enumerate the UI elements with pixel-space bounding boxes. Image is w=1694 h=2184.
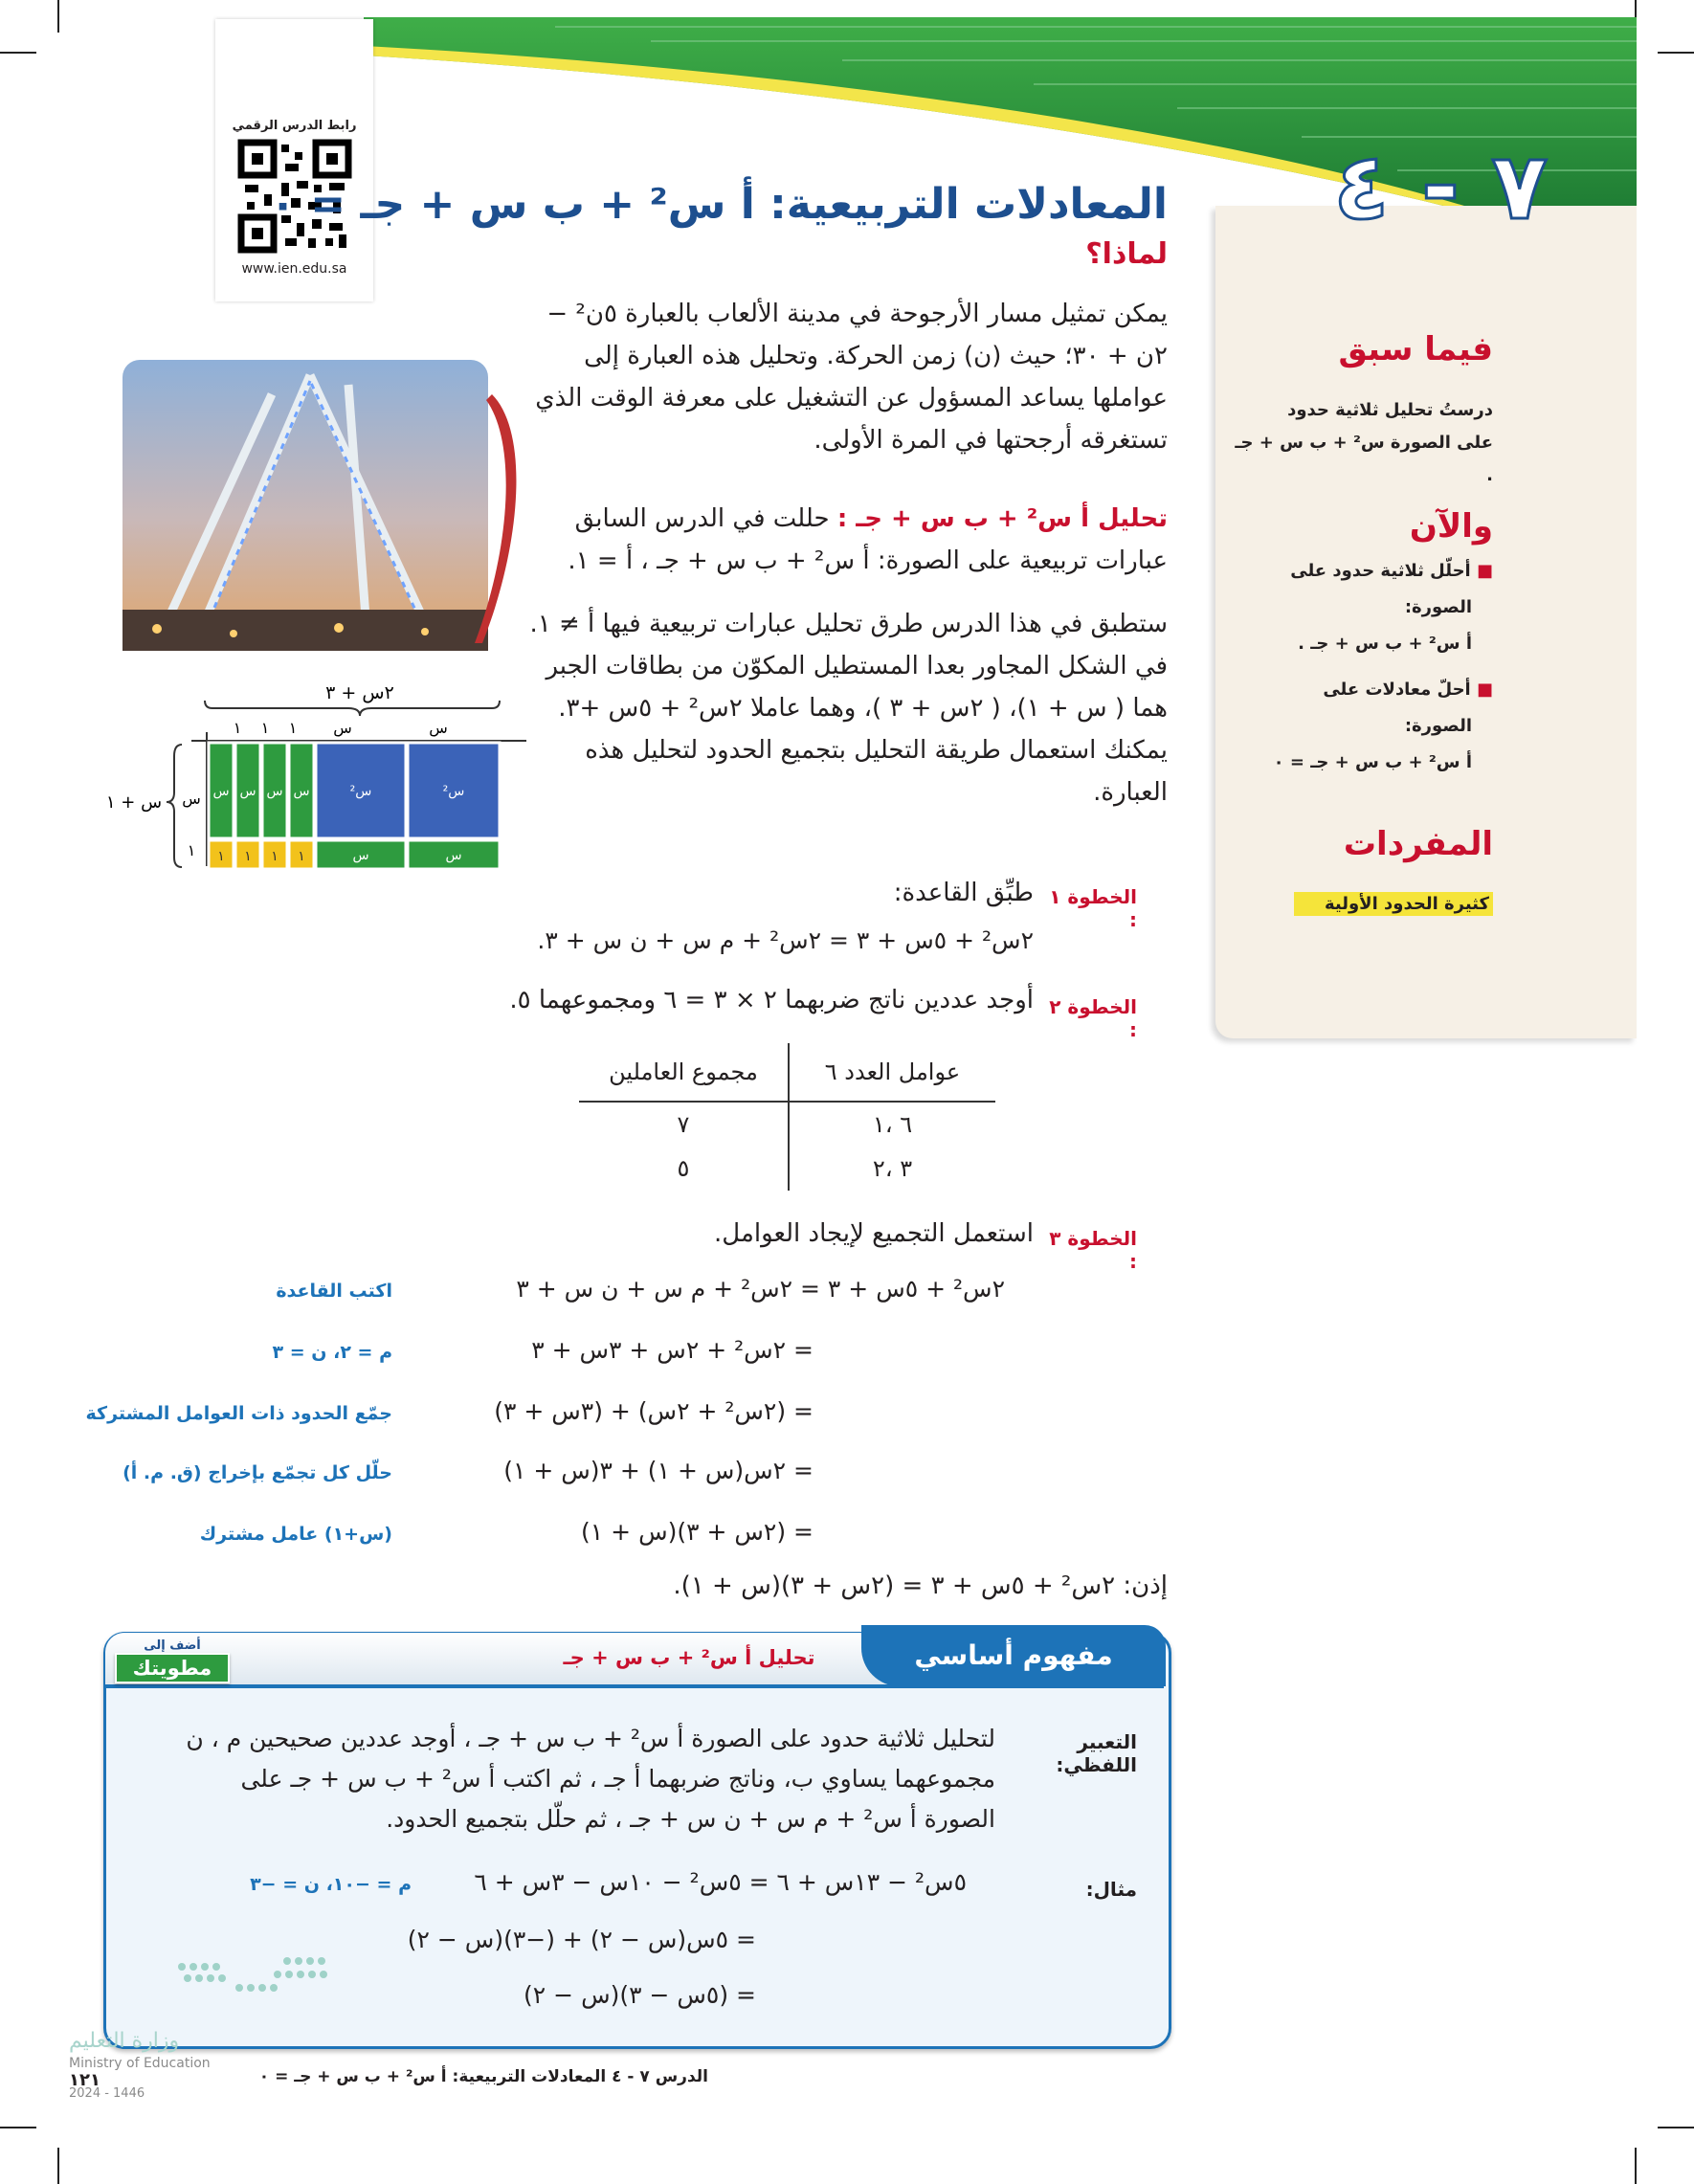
conclusion: إذن: ٢س² + ٥س + ٣ = (٢س + ٣)(س + ١).	[673, 1571, 1168, 1600]
table-row	[579, 1103, 995, 1147]
now-item-line: الصورة:	[1404, 597, 1472, 617]
previous-line: على الصورة س² + ب س + جـ .	[1235, 433, 1493, 485]
tiles-top-label: ١	[233, 719, 242, 737]
tile-label: س²	[442, 784, 465, 799]
example-line: = (٥س − ٣)(س − ٢)	[524, 1981, 756, 2009]
example-label: مثال:	[1085, 1878, 1137, 1901]
footer-lesson-ref: الدرس ٧ - ٤ المعادلات التربيعية: أ س² + ب س + جـ = ٠	[258, 2067, 708, 2086]
crop-mark	[1658, 52, 1694, 54]
example-line: = ٥س(س − ٢) + (−٣)(س − ٢)	[407, 1926, 756, 1953]
amusement-ride-photo	[119, 356, 540, 655]
tile-label: ١	[244, 849, 252, 864]
tile-label: ١	[217, 849, 225, 864]
now-heading: والآن	[1409, 507, 1493, 546]
vocab-heading: المفردات	[1343, 825, 1493, 863]
now-item: ■ أحلّ معادلات على	[1323, 680, 1493, 700]
work-note: م = ٢، ن = ٣	[272, 1342, 392, 1363]
crop-mark	[57, 2148, 59, 2184]
work-note: (س+١) عامل مشترك	[199, 1524, 392, 1545]
work-equation: ٢س² + ٥س + ٣ = ٢س² + م س + ن س + ٣	[516, 1275, 1005, 1303]
tiles-top-label: س	[429, 719, 448, 737]
verbal-label: التعبير اللفظي:	[1056, 1730, 1137, 1776]
tile-label: س²	[349, 784, 372, 799]
tiles-top-label: ١	[260, 719, 270, 737]
verbal-text: لتحليل ثلاثية حدود على الصورة أ س² + ب س + جـ ، أوجد عددين صحيحين م ، ن مجموعهما يساوي ب، وناتج ضربهما أ جـ ، ثم اكتب أ س² + ب س + جـ على الصورة أ س² + م س + ن س + جـ ، ثم حلّل بتجميع الحدود.	[186, 1725, 995, 1833]
section-heading: تحليل أ س² + ب س + جـ :	[836, 504, 1168, 533]
step1-text: طبِّق القاعدة:	[893, 879, 1034, 907]
qr-block	[215, 19, 373, 301]
vocab-term[interactable]: كثيرة الحدود الأولية	[1294, 892, 1493, 916]
section-paragraph: ستطبق في هذا الدرس طرق تحليل عبارات تربيعية فيها أ ≠ ١. في الشكل المجاور بعدا المستطيل المكوّن من بطاقات الجبر هما ( س + ١)، ( ٢س + ٣ )، وهما عاملا ٢س² + ٥س +٣. يمكنك استعمال طريقة التحليل بتجميع الحدود لتحليل هذه العبارة.	[529, 610, 1168, 807]
ministry-ar: وزارة التعليم	[69, 2029, 180, 2053]
qr-caption: رابط الدرس الرقمي	[232, 119, 357, 133]
work-note: اكتب القاعدة	[276, 1281, 392, 1302]
tiles-side-label: س	[182, 790, 201, 808]
step2-label: الخطوة ٢ :	[1049, 995, 1137, 1041]
step1-label: الخطوة ١ :	[1049, 885, 1137, 931]
now-item: ■ أحلّل ثلاثية حدود على	[1290, 561, 1493, 581]
ministry-logo-icon	[172, 1948, 345, 2005]
example-note: م = −١٠، ن = −٣	[250, 1874, 412, 1895]
foldable-badge[interactable]	[115, 1638, 230, 1683]
table-cell: ٥	[677, 1155, 690, 1182]
why-text: يمكن تمثيل مسار الأرجوحة في مدينة الألعاب بالعبارة ٥ن² − ٢ن + ٣٠؛ حيث (ن) زمن الحركة. وتحليل هذه العبارة إلى عواملها يساعد المسؤول عن التشغيل على معرفة الوقت الذي تستغرقه أرجحتها في المرة الأولى.	[535, 300, 1168, 455]
tile-label: س	[445, 848, 462, 863]
previous-line: درستُ تحليل ثلاثية حدود	[1287, 400, 1493, 420]
table-cell: ٦ ،١	[788, 1103, 995, 1147]
table-cell: ٧	[677, 1111, 690, 1138]
key-concept-title: تحليل أ س² + ب س + جـ	[563, 1646, 815, 1669]
now-item-line: الصورة:	[1404, 716, 1472, 736]
key-concept-badge: مفهوم أساسي	[861, 1625, 1166, 1686]
lesson-number: ٧ - ٤	[1333, 133, 1548, 240]
tile-label: ١	[298, 849, 305, 864]
now-item-line: أ س² + ب س + جـ = ٠	[1273, 752, 1472, 772]
section-intro: حللت في الدرس السابق عبارات تربيعية على الصورة: أ س² + ب س + جـ ، أ = ١.	[568, 504, 1168, 575]
tile-label: س	[352, 848, 369, 863]
previous-text	[1235, 394, 1493, 492]
table-header: مجموع العاملين	[609, 1059, 758, 1085]
step2-text: أوجد عددين ناتج ضربهما ٢ × ٣ = ٦ ومجموعهما ٥.	[509, 986, 1034, 1014]
table-header: عوامل العدد ٦	[788, 1043, 995, 1101]
page-title: المعادلات التربيعية: أ س² + ب س + جـ = ٠	[270, 180, 1168, 229]
section-intro-block	[536, 498, 1168, 582]
tiles-side-dimension: س + ١	[105, 792, 163, 813]
crop-mark	[57, 0, 59, 33]
work-equation: = ٢س² + ٢س + ٣س + ٣	[531, 1336, 814, 1364]
footer-year: 2024 - 1446	[69, 2086, 145, 2101]
table-row	[579, 1147, 995, 1191]
work-equation: = (٢س + ٣)(س + ١)	[581, 1518, 814, 1546]
crop-mark	[0, 52, 36, 54]
step3-text: استعمل التجميع لإيجاد العوامل.	[714, 1219, 1034, 1248]
work-note: حلّل كل تجمّع بإخراج (ق. م. أ)	[123, 1462, 392, 1483]
tile-label: س	[239, 784, 256, 799]
foldable-top: أضف إلى	[144, 1638, 201, 1653]
work-equation: = (٢س² + ٢س) + (٣س + ٣)	[494, 1397, 814, 1425]
factor-table	[579, 1043, 995, 1191]
why-heading: لماذا؟	[1085, 237, 1168, 271]
page-number: ١٢١	[69, 2070, 100, 2090]
crop-mark	[1635, 2148, 1637, 2184]
crop-mark	[0, 2127, 36, 2128]
tiles-top-label: ١	[288, 719, 298, 737]
crop-mark	[1658, 2127, 1694, 2128]
tiles-side-label: ١	[187, 841, 196, 859]
example-line: ٥س² − ١٣س + ٦ = ٥س² − ١٠س − ٣س + ٦	[474, 1868, 967, 1896]
tile-label: س	[266, 784, 283, 799]
previous-heading: فيما سبق	[1338, 330, 1493, 368]
foldable-main: مطويتك	[115, 1653, 230, 1683]
tiles-top-label: س	[333, 719, 352, 737]
qr-url[interactable]: www.ien.edu.sa	[241, 261, 347, 277]
work-equation: = ٢س(س + ١) + ٣(س + ١)	[503, 1457, 814, 1484]
tiles-top-dimension: ٢س + ٣	[325, 682, 394, 703]
work-note: جمّع الحدود ذات العوامل المشتركة	[85, 1403, 392, 1424]
now-list	[1235, 553, 1493, 781]
ministry-en: Ministry of Education	[69, 2056, 211, 2071]
algebra-tiles-figure	[105, 680, 526, 876]
tile-label: ١	[271, 849, 279, 864]
table-cell: ٣ ،٢	[788, 1147, 995, 1191]
now-item-line: أ س² + ب س + جـ .	[1298, 634, 1472, 654]
tile-label: س	[212, 784, 230, 799]
step1-equation: ٢س² + ٥س + ٣ = ٢س² + م س + ن س + ٣.	[537, 926, 1034, 954]
tile-label: س	[293, 784, 310, 799]
step3-label: الخطوة ٣ :	[1049, 1227, 1137, 1273]
